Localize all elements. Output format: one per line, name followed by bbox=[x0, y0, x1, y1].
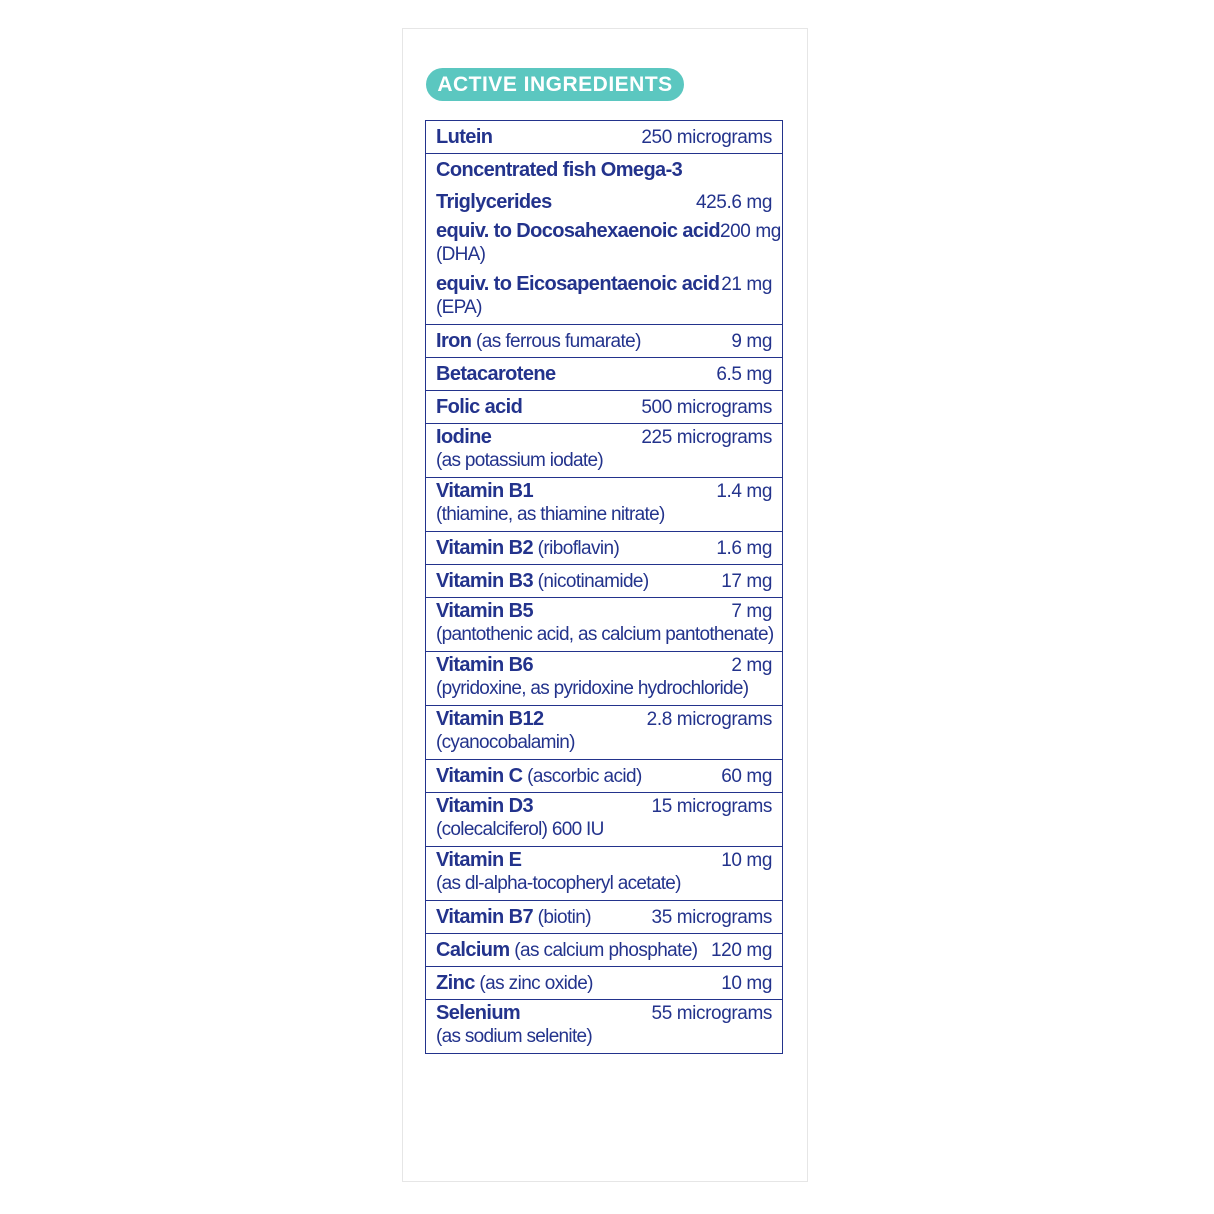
ingredient-name-group bbox=[436, 793, 533, 821]
ingredient-name-group bbox=[436, 847, 521, 875]
ingredient-amount: 9 mg bbox=[731, 331, 772, 352]
ingredient-amount: 21 mg bbox=[721, 274, 772, 295]
ingredient-name-group bbox=[436, 565, 649, 599]
ingredient-line bbox=[436, 598, 772, 624]
ingredient-line bbox=[436, 967, 772, 999]
ingredient-name: Folic acid bbox=[436, 396, 523, 418]
ingredient-line bbox=[436, 706, 772, 732]
ingredient-note: (riboflavin) bbox=[533, 538, 620, 559]
ingredient-line bbox=[436, 121, 772, 153]
ingredient-line bbox=[436, 154, 772, 186]
ingredient-row bbox=[426, 597, 782, 648]
ingredient-line bbox=[436, 391, 772, 423]
ingredient-amount: 200 mg bbox=[719, 221, 781, 242]
ingredient-name-group bbox=[436, 478, 533, 506]
ingredients-table bbox=[425, 120, 783, 1054]
ingredient-note: (biotin) bbox=[533, 907, 591, 928]
ingredient-name: Iron bbox=[436, 330, 472, 352]
ingredient-row bbox=[426, 900, 782, 933]
ingredient-name-group bbox=[436, 325, 641, 359]
ingredient-row bbox=[426, 759, 782, 792]
ingredient-amount: 225 micrograms bbox=[641, 427, 772, 448]
ingredient-name: Vitamin B3 bbox=[436, 570, 533, 592]
ingredient-note: (ascorbic acid) bbox=[522, 766, 642, 787]
ingredient-line bbox=[436, 847, 772, 873]
ingredient-line bbox=[436, 901, 772, 933]
ingredient-name: Zinc bbox=[436, 972, 475, 994]
ingredient-name: Calcium bbox=[436, 939, 510, 961]
ingredient-amount: 17 mg bbox=[721, 571, 772, 592]
ingredient-name: Vitamin B2 bbox=[436, 537, 533, 559]
ingredient-detail: (cyanocobalamin) bbox=[436, 732, 575, 753]
ingredient-line bbox=[436, 478, 772, 504]
ingredient-row bbox=[426, 477, 782, 528]
ingredient-name-group bbox=[436, 598, 533, 626]
ingredient-detail: (pantothenic acid, as calcium pantothenate) bbox=[436, 624, 774, 645]
ingredient-name: equiv. to Docosahexaenoic acid bbox=[436, 220, 720, 242]
ingredient-name: Vitamin D3 bbox=[436, 795, 533, 817]
ingredient-name: Vitamin C bbox=[436, 765, 523, 787]
ingredient-line bbox=[436, 218, 781, 244]
ingredient-line bbox=[436, 358, 772, 390]
ingredient-amount: 250 micrograms bbox=[641, 127, 772, 148]
ingredient-line bbox=[436, 424, 772, 450]
ingredient-line bbox=[436, 1000, 772, 1026]
ingredient-name-group bbox=[436, 154, 682, 188]
ingredient-amount: 7 mg bbox=[731, 601, 772, 622]
ingredient-amount: 6.5 mg bbox=[716, 364, 772, 385]
active-ingredients-heading: ACTIVE INGREDIENTS bbox=[426, 68, 684, 101]
ingredient-line bbox=[436, 325, 772, 357]
ingredient-row bbox=[426, 792, 782, 843]
ingredient-line bbox=[436, 652, 772, 678]
ingredient-note: (as ferrous fumarate) bbox=[471, 331, 641, 352]
ingredient-name-group bbox=[436, 358, 556, 392]
ingredient-row bbox=[426, 846, 782, 897]
ingredient-row bbox=[426, 564, 782, 597]
ingredient-amount: 35 micrograms bbox=[651, 907, 772, 928]
ingredient-name: Selenium bbox=[436, 1002, 521, 1024]
ingredient-detail: (DHA) bbox=[436, 244, 486, 265]
ingredient-name: Vitamin E bbox=[436, 849, 522, 871]
ingredient-detail: (as sodium selenite) bbox=[436, 1026, 593, 1047]
ingredient-name-group bbox=[436, 121, 492, 155]
ingredient-amount: 15 micrograms bbox=[651, 796, 772, 817]
ingredient-line bbox=[436, 565, 772, 597]
ingredient-amount: 10 mg bbox=[721, 973, 772, 994]
ingredient-name-group bbox=[436, 218, 720, 246]
ingredient-amount: 120 mg bbox=[711, 940, 772, 961]
ingredient-amount: 55 micrograms bbox=[651, 1003, 772, 1024]
ingredient-row bbox=[426, 390, 782, 423]
ingredient-row bbox=[426, 531, 782, 564]
ingredient-name-group bbox=[436, 760, 642, 794]
ingredient-name-group bbox=[436, 1000, 520, 1028]
ingredient-name-group bbox=[436, 391, 522, 425]
ingredient-line bbox=[436, 934, 772, 966]
ingredient-row bbox=[426, 966, 782, 999]
ingredient-amount: 500 micrograms bbox=[641, 397, 772, 418]
ingredient-name: Vitamin B6 bbox=[436, 654, 533, 676]
ingredient-name-group bbox=[436, 967, 593, 1001]
ingredient-line bbox=[436, 271, 772, 297]
ingredient-line bbox=[436, 186, 772, 218]
ingredient-line bbox=[436, 760, 772, 792]
ingredient-name: equiv. to Eicosapentaenoic acid bbox=[436, 273, 720, 295]
ingredient-name: Vitamin B1 bbox=[436, 480, 533, 502]
ingredient-amount: 2.8 micrograms bbox=[646, 709, 772, 730]
ingredient-amount: 60 mg bbox=[721, 766, 772, 787]
ingredient-row bbox=[426, 705, 782, 756]
ingredient-name-group bbox=[436, 424, 491, 452]
ingredient-name: Lutein bbox=[436, 126, 493, 148]
ingredient-note: (as calcium phosphate) bbox=[509, 940, 698, 961]
ingredient-name: Vitamin B12 bbox=[436, 708, 544, 730]
ingredient-row bbox=[426, 324, 782, 357]
ingredient-row bbox=[426, 357, 782, 390]
ingredient-note: (as zinc oxide) bbox=[474, 973, 593, 994]
ingredient-row bbox=[426, 651, 782, 702]
ingredient-row bbox=[426, 423, 782, 474]
ingredient-row bbox=[426, 121, 782, 153]
ingredient-detail: (as dl-alpha-tocopheryl acetate) bbox=[436, 873, 681, 894]
ingredient-name-group bbox=[436, 532, 619, 566]
ingredient-name-group bbox=[436, 901, 591, 935]
ingredient-detail: (as potassium iodate) bbox=[436, 450, 603, 471]
ingredient-detail: (thiamine, as thiamine nitrate) bbox=[436, 504, 665, 525]
ingredient-name: Vitamin B5 bbox=[436, 600, 533, 622]
ingredient-name-group bbox=[436, 934, 698, 968]
ingredient-line bbox=[436, 532, 772, 564]
ingredient-name: Concentrated fish Omega-3 bbox=[436, 159, 683, 181]
ingredient-row bbox=[426, 153, 782, 321]
ingredient-detail: (pyridoxine, as pyridoxine hydrochloride) bbox=[436, 678, 749, 699]
ingredient-amount: 1.6 mg bbox=[716, 538, 772, 559]
ingredient-amount: 425.6 mg bbox=[695, 192, 772, 213]
ingredient-line bbox=[436, 793, 772, 819]
ingredient-name: Vitamin B7 bbox=[436, 906, 533, 928]
ingredient-row bbox=[426, 999, 782, 1050]
ingredient-name: Betacarotene bbox=[436, 363, 556, 385]
ingredient-detail: (colecalciferol) 600 IU bbox=[436, 819, 604, 840]
ingredient-name: Iodine bbox=[436, 426, 492, 448]
ingredient-detail: (EPA) bbox=[436, 297, 482, 318]
ingredient-name-group bbox=[436, 186, 552, 220]
ingredient-name: Triglycerides bbox=[436, 191, 552, 213]
ingredient-amount: 1.4 mg bbox=[716, 481, 772, 502]
ingredient-name-group bbox=[436, 706, 544, 734]
ingredient-name-group bbox=[436, 652, 533, 680]
ingredient-note: (nicotinamide) bbox=[533, 571, 649, 592]
ingredient-row bbox=[426, 933, 782, 966]
ingredient-name-group bbox=[436, 271, 719, 299]
ingredient-amount: 10 mg bbox=[721, 850, 772, 871]
ingredient-amount: 2 mg bbox=[731, 655, 772, 676]
